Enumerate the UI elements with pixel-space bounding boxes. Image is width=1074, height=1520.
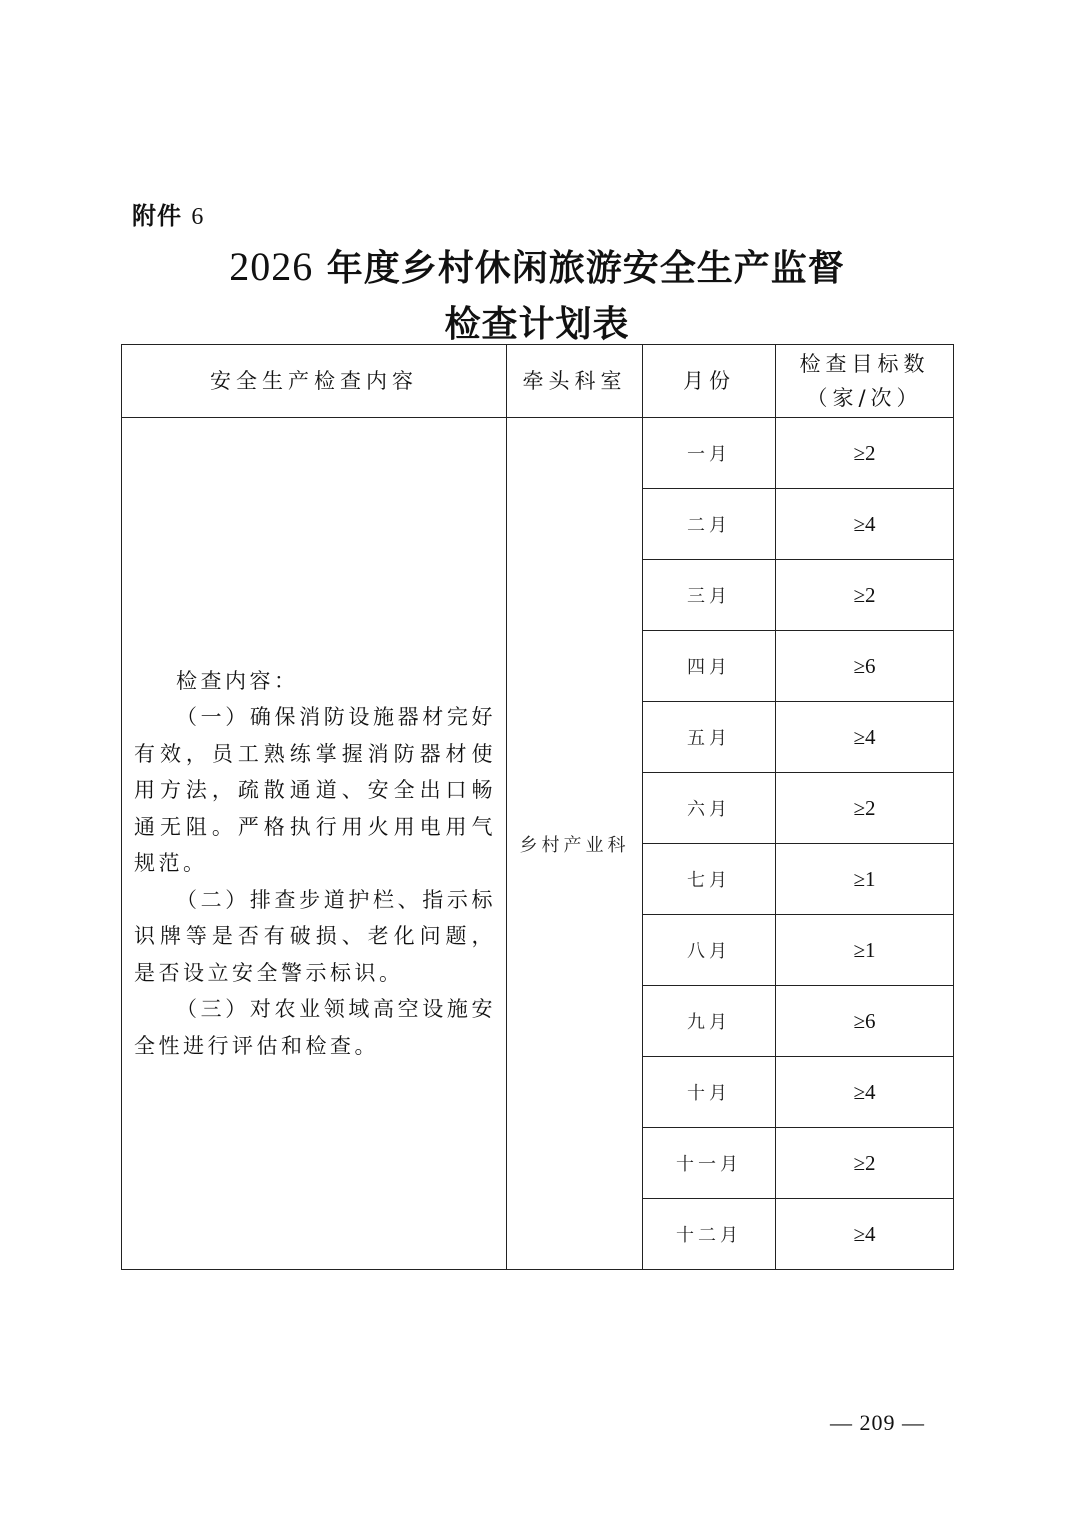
table-header-row [122,345,954,418]
month-cell: 十月 [643,1057,776,1128]
attachment-label-text: 附件 [132,202,182,230]
inspection-content-cell [122,418,507,1270]
header-month: 月份 [643,345,776,418]
header-content: 安全生产检查内容 [122,345,507,418]
month-cell: 十二月 [643,1199,776,1270]
month-cell: 八月 [643,915,776,986]
month-cell: 六月 [643,773,776,844]
content-item-2: （二）排查步道护栏、指示标识牌等是否有破损、老化问题，是否设立安全警示标识。 [134,887,496,985]
month-cell: 七月 [643,844,776,915]
page-number: — 209 — [830,1410,925,1435]
target-cell: ≥2 [776,560,954,631]
title-year: 2026 [229,244,314,289]
document-title-line-2: 检查计划表 [444,304,630,345]
month-cell: 一月 [643,418,776,489]
target-cell: ≥4 [776,489,954,560]
attachment-number: 6 [191,204,205,230]
header-target-line-2: （家/次） [806,386,923,410]
target-cell: ≥1 [776,915,954,986]
month-cell: 五月 [643,702,776,773]
target-cell: ≥2 [776,1128,954,1199]
month-cell: 十一月 [643,1128,776,1199]
month-cell: 二月 [643,489,776,560]
target-cell: ≥2 [776,773,954,844]
content-heading: 检查内容： [176,668,299,693]
content-item-1: （一）确保消防设施器材完好有效，员工熟练掌握消防器材使用方法，疏散通道、安全出口畅通无阻。严格执行用火用电用气规范。 [134,705,496,876]
target-cell: ≥4 [776,702,954,773]
header-dept: 牵头科室 [507,345,643,418]
document-title-line-1 [0,240,1074,291]
inspection-content-text [134,663,496,1065]
lead-department: 乡村产业科 [507,418,643,1270]
target-cell: ≥4 [776,1057,954,1128]
month-cell: 九月 [643,986,776,1057]
content-item-3: （三）对农业领域高空设施安全性进行评估和检查。 [134,997,496,1058]
target-cell: ≥2 [776,418,954,489]
table-row [122,418,954,489]
header-target-line-1: 检查目标数 [799,352,930,376]
month-cell: 三月 [643,560,776,631]
target-cell: ≥6 [776,631,954,702]
month-cell: 四月 [643,631,776,702]
target-cell: ≥4 [776,1199,954,1270]
header-target [776,345,954,418]
inspection-plan-table [121,344,954,1270]
title-line-1-text: 年度乡村休闲旅游安全生产监督 [326,248,845,289]
target-cell: ≥6 [776,986,954,1057]
attachment-label [132,196,204,231]
target-cell: ≥1 [776,844,954,915]
